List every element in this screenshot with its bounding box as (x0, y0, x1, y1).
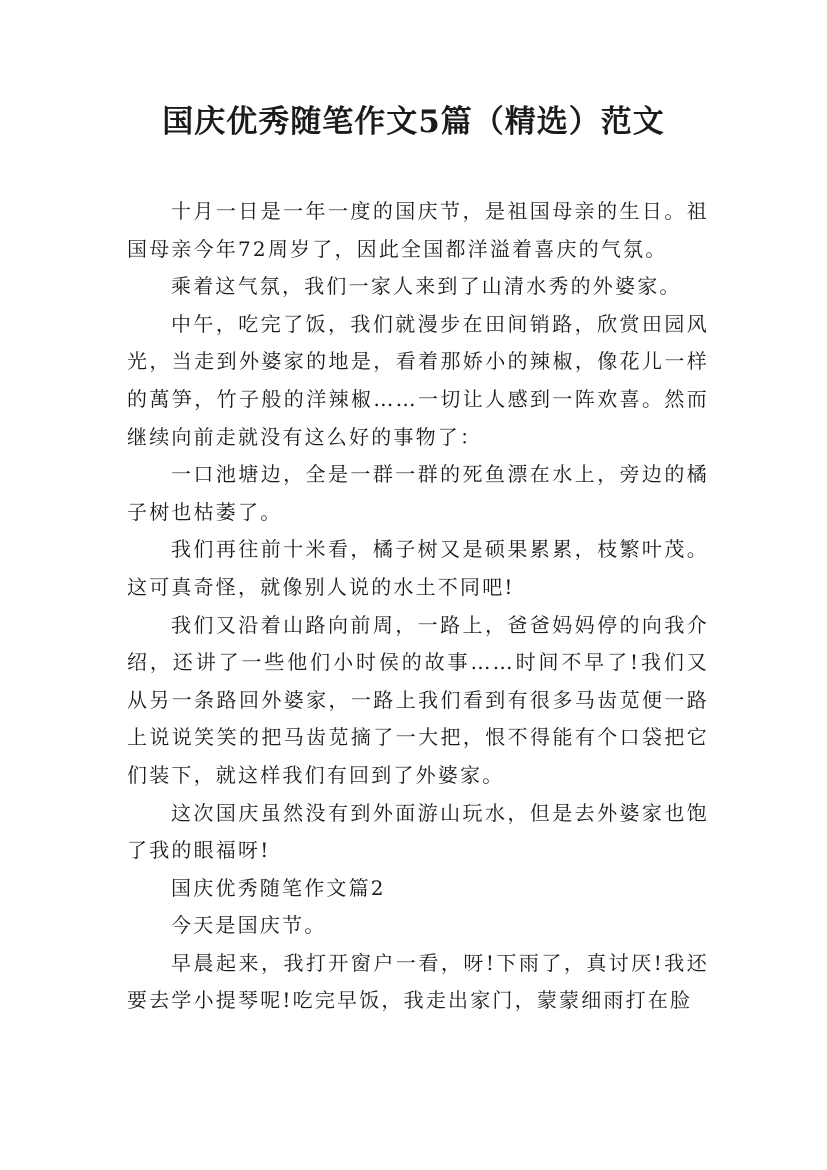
paragraph: 我们再往前十米看，橘子树又是硕果累累，枝繁叶茂。这可真奇怪，就像别人说的水土不同吧! (127, 537, 709, 599)
paragraph: 我们又沿着山路向前周，一路上，爸爸妈妈停的向我介绍，还讲了一些他们小时侯的故事……时间不早了!我们又从另一条路回外婆家，一路上我们看到有很多马齿苋便一路上说说笑笑的把马齿苋摘了一大把，恨不得能有个口袋把它们装下，就这样我们有回到了外婆家。 (127, 612, 709, 787)
paragraph: 一口池塘边，全是一群一群的死鱼漂在水上，旁边的橘子树也枯萎了。 (127, 462, 709, 524)
paragraph: 这次国庆虽然没有到外面游山玩水，但是去外婆家也饱了我的眼福呀! (127, 800, 709, 863)
document-body (127, 193, 709, 1020)
paragraph: 乘着这气氛，我们一家人来到了山清水秀的外婆家。 (171, 274, 682, 299)
section-heading: 国庆优秀随笔作文篇2 (171, 875, 386, 900)
paragraph: 今天是国庆节。 (171, 913, 327, 938)
paragraph: 早晨起来，我打开窗户一看，呀!下雨了，真讨厌!我还要去学小提琴呢!吃完早饭，我走出家门，蒙蒙细雨打在脸 (127, 950, 709, 1013)
document-title: 国庆优秀随笔作文5篇（精选）范文 (162, 104, 665, 140)
paragraph: 十月一日是一年一度的国庆节，是祖国母亲的生日。祖国母亲今年72周岁了，因此全国都洋溢着喜庆的气氛。 (127, 199, 709, 261)
paragraph: 中午，吃完了饭，我们就漫步在田间销路，欣赏田园风光，当走到外婆家的地是，看着那娇小的辣椒，像花儿一样的萬笋，竹子般的洋辣椒……一切让人感到一阵欢喜。然而继续向前走就没有这么好的事物了： (127, 311, 709, 449)
